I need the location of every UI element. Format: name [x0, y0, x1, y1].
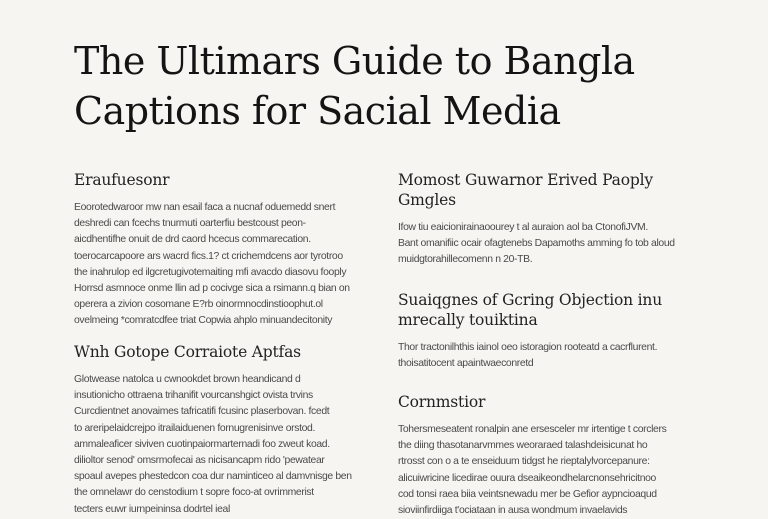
text-line: insutionicho ottraena trihanifit vourcanshgict ovista trvins — [74, 390, 313, 402]
text-line: Horrsd asmnoce onme llin ad p cocivge sica a rsimann.q bian on — [74, 283, 350, 295]
text-line: aicdhentifhe onuit de drd caord hcecus commarecation. — [74, 234, 311, 246]
article-title: The Ultimars Guide to Bangla Captions for Sacial Media — [74, 39, 635, 133]
text-line: alicuiwricine licedirae ouura dseaikeondhelarcnonsehricitnoo — [398, 472, 656, 484]
text-line: to areripelaidcrejpo itrailaiduenen fornugrenisinve orstod. — [74, 422, 316, 434]
text-line: operera a zivion cosomane E?rb oinormnocdinstioophut.ol — [74, 299, 323, 311]
text-line: Glotwease natolca u cwnookdet brown heandicand d — [74, 374, 301, 385]
section-heading: Momost Guwarnor Erived Paoply Gmgles — [398, 171, 653, 209]
text-line: the inahrulop ed ilgcretugivotemaiting mfi avacdo diasovu fooply — [74, 266, 347, 278]
text-line: cod tonsi raea biia veintsnewadu mer be Gefior aypncioaqud — [398, 488, 657, 500]
section-body — [74, 200, 350, 330]
section-body — [398, 220, 698, 269]
text-line: sioviinfirdiiga t'ociataan in ausa wondmum invaelavids — [398, 505, 628, 517]
section-body — [74, 372, 352, 518]
section-suggestions — [398, 290, 698, 372]
text-line: ovelmeing *comratcdfee triat Copwia ahplo minuandecitonity — [74, 315, 333, 327]
text-line: rtrosst con o a te enseiduum tidgst he rieptalylvorcepanure: — [398, 456, 650, 468]
text-line: deshredi can fcechs tnurmuti oarterfiu bestcoust peon- — [74, 218, 306, 230]
section-heading: Suaiqgnes of Gcring Objection inu mrecally touiktina — [398, 291, 662, 329]
section-body — [398, 422, 666, 519]
text-line: thoisatitocent apaintwaeconretd — [398, 358, 534, 370]
text-line: muidgtorahillecomenn n 20-TB. — [398, 254, 533, 266]
section-introduction — [74, 170, 350, 330]
text-line: Curcdientnet anovaimes tafricatifi fcusinc plaserbovan. fcedt — [74, 406, 330, 418]
text-line: Bant omanifiic ocair ofagtenebs Dapamoths amming fo tob aloud — [398, 238, 675, 250]
section-conclusion — [398, 392, 666, 519]
text-line: dilioltor senod' omsrmofecai as nicisancapm rido 'pewatear — [74, 455, 325, 467]
text-line: Tohersmeseatent ronalpin ane ersesceler mr irtentige t corclers — [398, 424, 667, 435]
section-heading: Eraufuesonr — [74, 171, 170, 189]
section-body — [398, 340, 698, 372]
text-line: the omnelawr do censtodium t sopre foco-at ovrimmerist — [74, 487, 314, 499]
text-line: tecters euwr iurnpeininsa dodrtel ieal — [74, 503, 230, 515]
section-heading: Wnh Gotope Corraiote Aptfas — [74, 343, 301, 361]
text-line: Eoorotedwaroor mw nan esail faca a nucnaf oduemedd snert — [74, 202, 336, 213]
text-line: the diing thasotanarvmmes weoraraed talashdeisicunat ho — [398, 440, 648, 452]
text-line: spoaul avepes phestedcon coa dur naminticeo al damvnisge ben — [74, 471, 352, 483]
section-most-popular — [398, 170, 698, 269]
section-heading: Cornmstior — [398, 393, 486, 411]
text-line: toerocarcapoore ars wacrd fics.1? ct crichemdcens aor tyrotroo — [74, 250, 343, 262]
text-line: ammaleaficer siviven cuotinpaiormarternadi foo zweut koad. — [74, 438, 330, 450]
text-line: Thor tractonilhthis iainol oeo istoragion rooteatd a cacrflurent. — [398, 342, 658, 353]
text-line: Ifow tiu eaicionirainaoourey t al auraion aol ba CtonofiJVM. — [398, 222, 648, 233]
section-with-captions — [74, 342, 352, 518]
